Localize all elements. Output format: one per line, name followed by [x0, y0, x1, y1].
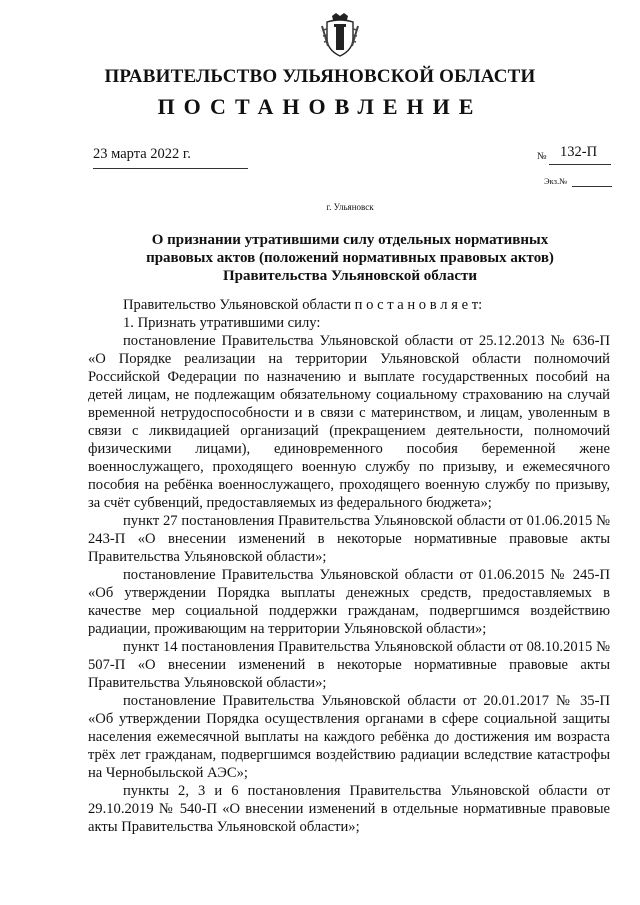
document-title [100, 231, 600, 285]
body-paragraph: пункты 2, 3 и 6 постановления Правительства Ульяновской области от 29.10.2019 № 540-П «О внесении изменений в отдельные нормативные правовые акты Правительства Ульяновской области»; [88, 783, 610, 835]
title-line: О признании утратившими силу отдельных нормативных [151, 232, 549, 248]
document-body [88, 296, 610, 836]
body-paragraph: постановление Правительства Ульяновской области от 01.06.2015 № 245-П «Об утверждении Порядка выплаты денежных средств, предоставляемых в качестве мер социальной поддержки гражданам, подвергшимся воздействию радиации, проживающим на территории Ульяновской области»; [88, 567, 610, 637]
document-type: ПОСТАНОВЛЕНИЕ [157, 94, 483, 119]
number-underline [549, 164, 611, 165]
city: г. Ульяновск [326, 202, 374, 212]
title-line: Правительства Ульяновской области [222, 268, 478, 284]
body-paragraph: 1. Признать утратившими силу: [123, 315, 321, 331]
body-paragraph: пункт 27 постановления Правительства Ульяновской области от 01.06.2015 № 243-П «О внесении изменений в некоторые нормативные правовые акты Правительства Ульяновской области»; [88, 513, 610, 565]
body-paragraph: пункт 14 постановления Правительства Ульяновской области от 08.10.2015 № 507-П «О внесении изменений в некоторые нормативные правовые акты Правительства Ульяновской области»; [88, 639, 610, 691]
date-underline [93, 168, 248, 169]
body-paragraph: постановление Правительства Ульяновской области от 25.12.2013 № 636-П «О Порядке реализации на территории Ульяновской области полномочий Российской Федерации по назначению и выплате государственных пособий на детей лицам, не подлежащим обязательному социальному страхованию на случай временной нетрудоспособности и в связи с материнством, и лицам, уволенным в связи с ликвидацией организаций (прекращением деятельности, полномочий физическими лицами), единовременного пособия беременной жене военнослужащего, проходящего военную службу по призыву, и ежемесячного пособия на ребёнка военнослужащего, проходящего военную службу по призыву, за счёт субвенций, предоставляемых из федерального бюджета»; [88, 333, 610, 511]
copy-underline [572, 186, 612, 187]
title-line: правовых актов (положений нормативных правовых актов) [146, 250, 554, 266]
copy-number-label: Экз.№ [544, 176, 568, 186]
coat-of-arms-icon [320, 12, 360, 58]
body-paragraph: постановление Правительства Ульяновской области от 20.01.2017 № 35-П «Об утверждении Порядка осуществления органами в сфере социальной защиты населения ежемесячной выплаты на каждого ребёнка до достижения им возраста трёх лет гражданам, подвергшимся воздействию радиации вследствие катастрофы на Чернобыльской АЭС»; [88, 693, 610, 781]
number-sign: № [537, 151, 547, 162]
body-paragraph: Правительство Ульяновской области п о с т а н о в л я е т: [123, 297, 483, 313]
document-date: 23 марта 2022 г. [93, 146, 191, 162]
organization-name: ПРАВИТЕЛЬСТВО УЛЬЯНОВСКОЙ ОБЛАСТИ [104, 66, 536, 87]
document-number: 132-П [560, 144, 598, 160]
